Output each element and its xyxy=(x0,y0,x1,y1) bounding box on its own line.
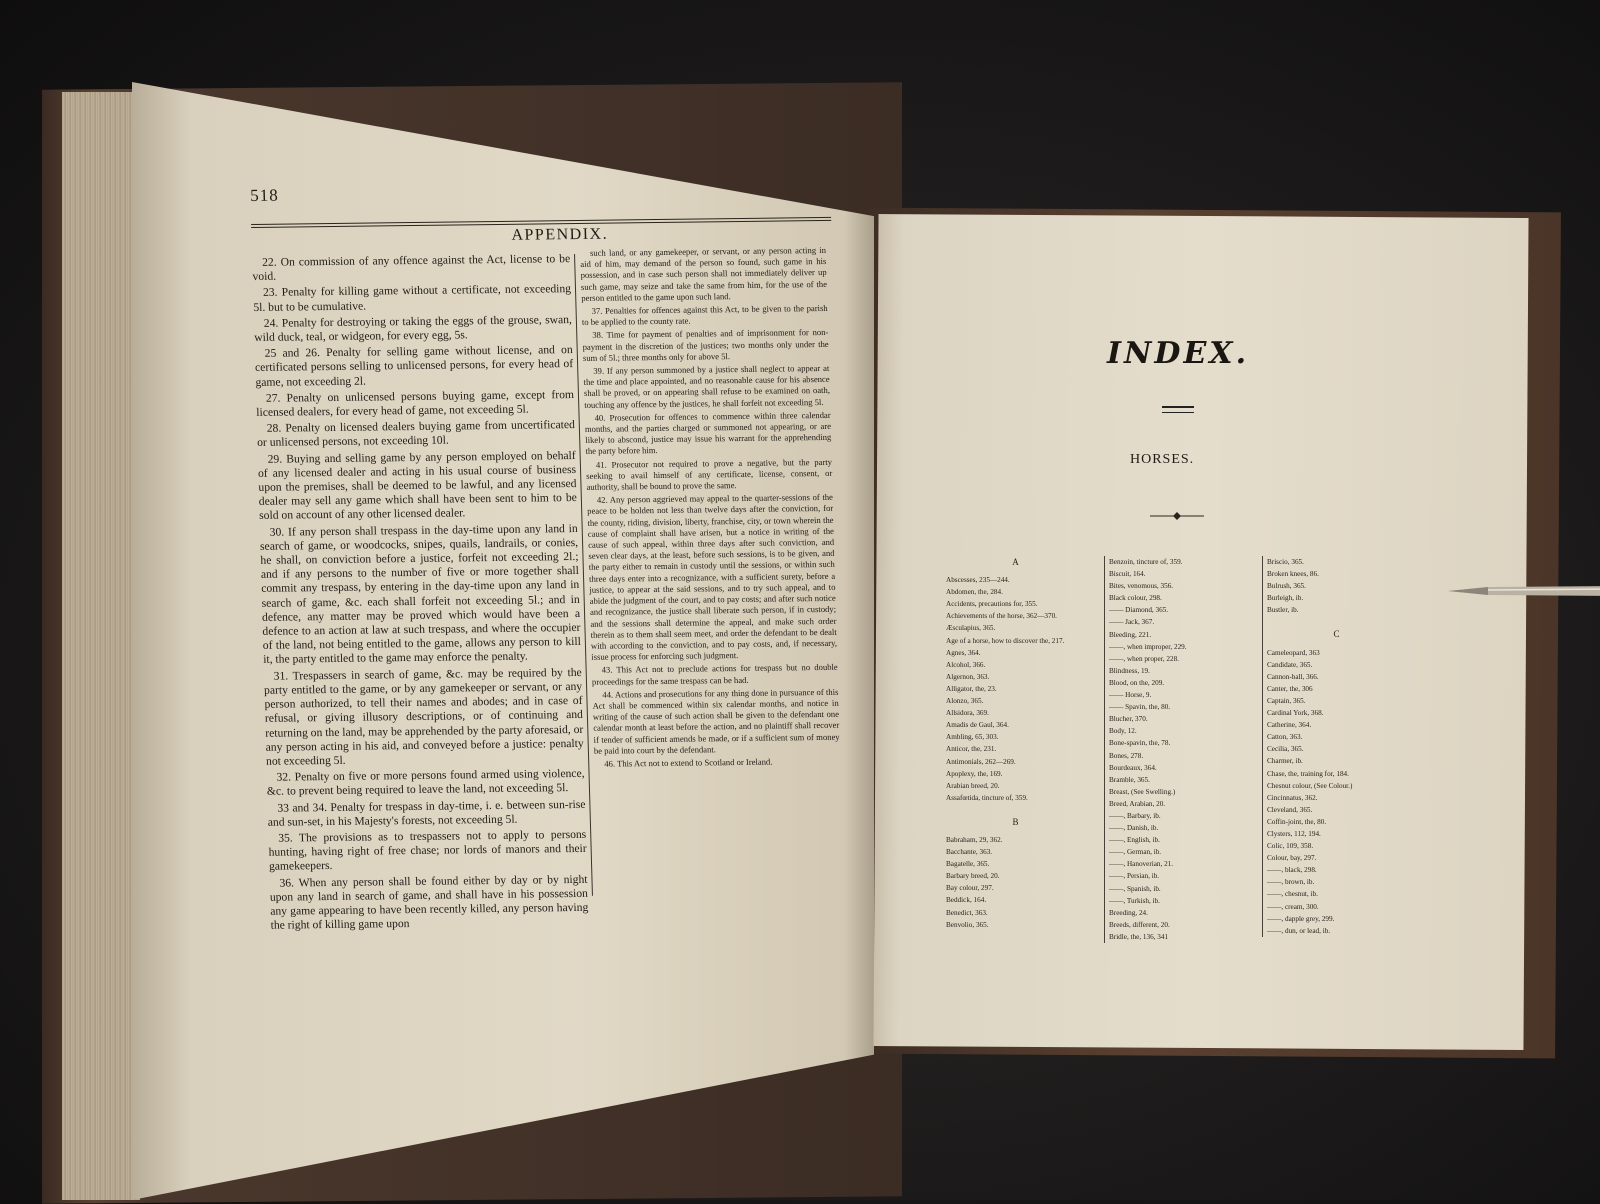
index-entry: ——, when proper, 228. xyxy=(1109,654,1179,663)
index-letter-c: C xyxy=(1333,629,1341,640)
index-entry: Cardinal York, 368. xyxy=(1267,709,1324,718)
index-entry: Bites, venomous, 356. xyxy=(1109,582,1174,591)
appendix-paragraph: 38. Time for payment of penalties and of imprisonment for non-payment in the discretion of the justices; two months only under the sum of 5l.; three months only for above 5l. xyxy=(582,327,829,363)
index-entry: Breeding, 24. xyxy=(1109,908,1148,917)
index-entry: Amadis de Gaul, 364. xyxy=(946,721,1009,730)
index-entry: Benvolio, 365. xyxy=(946,920,989,929)
index-entry: Cincinnatus, 362. xyxy=(1267,793,1318,802)
index-entry: Accidents, precautions for, 355. xyxy=(946,600,1038,609)
index-entry: Æsculapius, 365. xyxy=(946,624,996,633)
index-entries-a xyxy=(946,574,1086,804)
index-entry: Bulrush, 365. xyxy=(1267,582,1306,591)
index-entry: Bustler, ib. xyxy=(1267,606,1299,615)
index-entry: ——, Turkish, ib. xyxy=(1109,896,1160,905)
index-entry: Cameleopard, 363 xyxy=(1267,648,1320,657)
ornament-icon xyxy=(1150,512,1204,520)
appendix-paragraph: such land, or any gamekeeper, or servant, or any person acting in aid of him, may demand of the person so found, such game in his possession, and in case such person shall not immediately deliver up such game, may seize and take the same from him, for the use of the person entitled to the game upon such land. xyxy=(580,244,828,303)
index-entry: ——, cream, 300. xyxy=(1267,902,1319,911)
index-entry: Barbary breed, 20. xyxy=(946,872,1000,881)
index-entry: Benedict, 363. xyxy=(946,908,988,917)
index-entry: ——, Barbary, ib. xyxy=(1109,811,1161,820)
appendix-paragraph: 28. Penalty on licensed dealers buying game from uncertificated or unlicensed persons, not exceeding 10l. xyxy=(256,418,575,450)
index-entries-b-end xyxy=(1267,556,1407,616)
index-entry: Briscio, 365. xyxy=(1267,558,1304,566)
index-entry: Body, 12. xyxy=(1109,727,1137,736)
index-column-3 xyxy=(1262,556,1407,937)
index-entry: Chesnut colour, (See Colour.) xyxy=(1267,781,1353,790)
index-entry: —— Diamond, 365. xyxy=(1109,606,1169,615)
index-entry: ——, dapple grey, 299. xyxy=(1267,914,1335,923)
appendix-paragraph: 31. Trespassers in search of game, &c. may be required by the party entitled to the game, or by any gamekeeper or servant, or any person authorized, to tell their names and abodes; and in case of refusal, or giving illusory descriptions, or of continuing and returning on the land, may be apprehended by the party aforesaid, or any person acting in his aid, and conveyed before a justice: penalty not exceeding 5l. xyxy=(263,665,584,768)
index-entry: Black colour, 298. xyxy=(1109,594,1162,603)
index-entry: Algernon, 363. xyxy=(946,672,990,681)
index-entry: Breed, Arabian, 20. xyxy=(1109,799,1166,808)
pen-pointer-icon xyxy=(1448,584,1600,598)
appendix-paragraph: 37. Penalties for offences against this Act, to be given to the parish to be applied to the county rate. xyxy=(581,302,828,328)
index-entry: Ambling, 65, 303. xyxy=(946,733,999,742)
index-entry: Bridle, the, 136, 341 xyxy=(1109,932,1169,941)
index-entries-b xyxy=(946,834,1086,931)
index-entry: Cecilia, 365. xyxy=(1267,745,1304,754)
index-entry: Blindness, 19. xyxy=(1109,666,1150,675)
index-entry: Candidate, 365. xyxy=(1267,660,1313,669)
index-entry: Breeds, different, 20. xyxy=(1109,920,1170,929)
index-entry: Achievements of the horse, 362—370. xyxy=(946,612,1057,621)
appendix-paragraph: 40. Prosecution for offences to commence within three calendar months, and the parties charged or summoned not appearing, or are likely to abscond, justice may issue his warrant for the apprehending the party before him. xyxy=(584,409,832,457)
index-entry: Chase, the, training for, 184. xyxy=(1267,769,1349,778)
index-entry: Catherine, 364. xyxy=(1267,721,1312,730)
index-entry: Benzoin, tincture of, 359. xyxy=(1109,558,1183,566)
index-letter-a: A xyxy=(1012,557,1020,567)
appendix-paragraph: 39. If any person summoned by a justice shall neglect to appear at the time and place appointed, and no reasonable cause for his absence shall be proved, or on appearing shall refuse to be examined on oath, touching any offence by the justices, he shall forfeit not exceeding 5l. xyxy=(583,362,831,410)
index-entry: Blood, on the, 209. xyxy=(1109,678,1165,687)
running-head: APPENDIX. xyxy=(511,225,609,244)
section-title: HORSES. xyxy=(1130,452,1195,467)
index-entry: Cannon-ball, 366. xyxy=(1267,672,1319,681)
index-entry: ——, Hanoverian, 21. xyxy=(1109,860,1174,869)
appendix-paragraph: 41. Prosecutor not required to prove a negative, but the party seeking to avail himself of any certificate, license, consent, or authority, shall be bound to prove the same. xyxy=(586,456,833,492)
index-entry: —— Spavin, the, 80. xyxy=(1109,703,1171,712)
appendix-paragraph: 32. Penalty on five or more persons found armed using violence, &c. to prevent being required to leave the land, not exceeding 5l. xyxy=(266,766,585,799)
appendix-paragraph: 35. The provisions as to trespassers not to apply to persons hunting, having right of free chase; nor lords of manors and their gamekeepers. xyxy=(268,827,587,874)
index-entry: Cleveland, 365. xyxy=(1267,805,1313,814)
index-entry: Bourdeaux, 364. xyxy=(1109,763,1157,772)
page-number: 518 xyxy=(250,185,280,205)
index-entry: ——, Danish, ib. xyxy=(1109,824,1159,833)
index-entries-c xyxy=(1267,647,1407,937)
index-entry: ——, chesnut, ib. xyxy=(1267,890,1318,899)
index-entry: —— Jack, 367. xyxy=(1109,618,1155,627)
index-entry: ——, English, ib. xyxy=(1109,836,1160,845)
appendix-column-right xyxy=(580,245,841,772)
index-entry: Bleeding, 221. xyxy=(1109,630,1152,639)
index-entry: Beddick, 164. xyxy=(946,896,987,905)
index-entry: Bramble, 365. xyxy=(1109,775,1150,784)
appendix-paragraph: 44. Actions and prosecutions for any thing done in pursuance of this Act shall be commenced within six calendar months, and notice in writing of the cause of such action shall be given to the defendant one calendar month at least before the action, and no plaintiff shall recover if tender of sufficient amends be made, or if a sufficient sum of money be paid into court by the defendant. xyxy=(592,686,840,756)
index-entry: Bagatelle, 365. xyxy=(946,860,990,869)
appendix-paragraph: 42. Any person aggrieved may appeal to the quarter-sessions of the peace to be holden not less than twelve days after the conviction, for the county, riding, division, liberty, franchise, city, or town wherein the cause of complaint shall have arisen, but a notice in writing of the cause of such appeal, within three days after such conviction, and seven clear days, at the least, before such sessions, is to be given, and the party either to remain in custody until the sessions, or within such three days enter into a recognizance, with a sufficient surety, before a justice, to appear at the said sessions, and to try such appeal, and to abide the judgment of the court, and to pay costs; and after such notice and recognizance, the justice shall liberate such person, if in custody; and the sessions shall determine the appeal, and make such order therein as to them shall seem meet, and order the defendant to be dealt with according to the conviction, and to pay costs, and, if necessary, issue process for enforcing such judgment. xyxy=(587,492,838,662)
index-entry: ——, German, ib. xyxy=(1109,848,1162,857)
index-entry: Blucher, 370. xyxy=(1109,715,1148,724)
index-entry: ——, Spanish, ib. xyxy=(1109,884,1161,893)
index-title: INDEX. xyxy=(1106,336,1250,371)
index-entry: Assafœtida, tincture of, 359. xyxy=(946,793,1028,802)
index-entry: ——, brown, ib. xyxy=(1267,878,1315,887)
index-entry: Alonzo, 365. xyxy=(946,697,984,706)
title-rule xyxy=(1162,406,1194,413)
index-entry: ——, black, 298. xyxy=(1267,866,1317,875)
index-entry: Babraham, 29, 362. xyxy=(946,835,1003,844)
appendix-paragraph: 33 and 34. Penalty for trespass in day-time, i. e. between sun-rise and sun-set, in his Majesty's forests, not exceeding 5l. xyxy=(267,797,586,829)
index-entry: Allsidora, 369. xyxy=(946,709,989,718)
index-entry: Colic, 109, 358. xyxy=(1267,842,1314,851)
index-entry: Apoplexy, the, 169. xyxy=(946,769,1003,778)
index-entry: ——, dun, or lead, ib. xyxy=(1267,926,1331,935)
index-entry: Burleigh, ib. xyxy=(1267,594,1304,603)
index-entry: Abscesses, 235—244. xyxy=(946,576,1010,585)
index-entry: Agnes, 364. xyxy=(946,648,981,657)
appendix-paragraph: 29. Buying and selling game by any person employed on behalf of any licensed dealer and acting in his usual course of business upon the premises, shall be deemed to be lawful, and any licensed dealer may sell any game which shall have been sent to him to be sold on account of any other licensed dealer. xyxy=(257,448,578,523)
index-entries-b-cont xyxy=(1109,556,1259,943)
index-entry: Alcohol, 366. xyxy=(946,660,986,669)
index-entry: Charmer, ib. xyxy=(1267,757,1303,766)
index-entry: Abdomen, the, 284. xyxy=(946,588,1003,597)
index-entry: Colour, bay, 297. xyxy=(1267,854,1317,863)
appendix-paragraph: 24. Penalty for destroying or taking the eggs of the grouse, swan, wild duck, teal, or widgeon, for every egg, 5s. xyxy=(254,312,573,344)
index-entry: Captain, 365. xyxy=(1267,696,1306,705)
index-entry: Breast, (See Swelling.) xyxy=(1109,787,1176,796)
appendix-paragraph: 43. This Act not to preclude actions for trespass but no double proceedings for the same trespass can be had. xyxy=(591,662,838,687)
index-entry: ——, Persian, ib. xyxy=(1109,872,1160,881)
index-entry: Bacchante, 363. xyxy=(946,848,993,857)
index-entry: Bay colour, 297. xyxy=(946,884,994,893)
index-entry: Bones, 278. xyxy=(1109,751,1144,760)
index-column-2 xyxy=(1104,556,1259,943)
appendix-paragraph: 36. When any person shall be found either by day or by night upon any land in search of game, and shall have in his possession any game appearing to have been recently killed, any person having the right of killing game upon xyxy=(269,872,589,932)
appendix-paragraph: 23. Penalty for killing game without a certificate, not exceeding 5l. but to be cumulative. xyxy=(253,282,572,314)
index-column-1 xyxy=(946,556,1086,931)
index-entry: Catton, 363. xyxy=(1267,733,1303,742)
appendix-paragraph: 30. If any person shall trespass in the day-time upon any land in search of game, or woodcocks, snipes, quails, landrails, or conies, he shall, on conviction before a justice, forfeit not exceeding 2l.; and if any persons to the number of five or more together shall commit any trespass, by entering in the day-time upon any land in search of game, &c. each shall forfeit not exceeding 5l.; and in defence, any matter may be proved which would have been a defence to an action at law at such trespass, and where the occupier of the land, not being entitled to the game, allows any person to kill it, the party entitled to the game may enforce the penalty. xyxy=(259,521,582,667)
index-entry: Bone-spavin, the, 78. xyxy=(1109,739,1171,748)
appendix-column-left xyxy=(252,252,589,935)
appendix-paragraph: 27. Penalty on unlicensed persons buying game, except from licensed dealers, for every head of game, not exceeding 5l. xyxy=(256,387,575,419)
index-entry: Alligator, the, 23. xyxy=(946,684,997,693)
index-entry: Canter, the, 306 xyxy=(1267,684,1313,693)
index-entry: Arabian breed, 20. xyxy=(946,781,1000,790)
appendix-paragraph: 25 and 26. Penalty for selling game without license, and on certificated persons selling to unlicensed persons, for every head of game, not exceeding 2l. xyxy=(254,343,574,389)
index-entry: Broken knees, 86. xyxy=(1267,570,1319,579)
index-entry: —— Horse, 9. xyxy=(1109,691,1152,700)
index-entry: Age of a horse, how to discover the, 217. xyxy=(946,636,1065,645)
index-entry: Clysters, 112, 194. xyxy=(1267,829,1321,838)
index-entry: Antimonials, 262—269. xyxy=(946,757,1016,766)
index-letter-b: B xyxy=(1012,816,1020,827)
index-entry: Coffin-joint, the, 80. xyxy=(1267,817,1327,826)
appendix-paragraph: 46. This Act not to extend to Scotland or Ireland. xyxy=(604,756,773,769)
index-entry: Anticor, the, 231. xyxy=(946,745,997,754)
page-edges xyxy=(62,92,140,1200)
index-entry: Biscuit, 164. xyxy=(1109,570,1146,579)
index-entry: ——, when improper, 229. xyxy=(1109,642,1187,651)
appendix-paragraph: 22. On commission of any offence against the Act, license to be void. xyxy=(252,252,571,284)
